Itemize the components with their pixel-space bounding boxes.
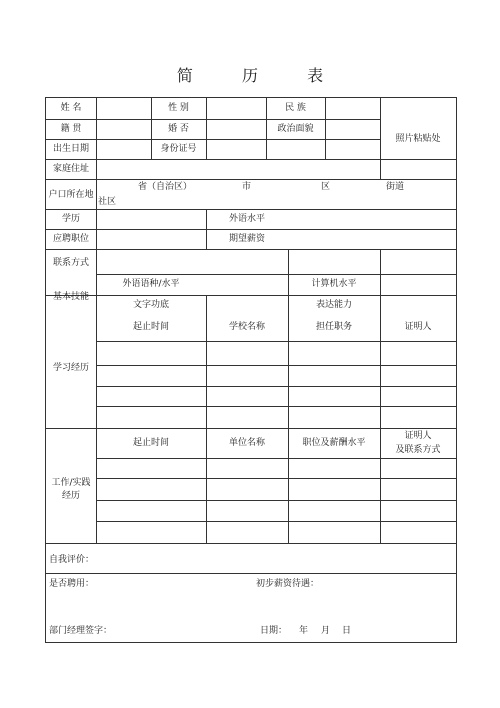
resume-form: [45, 97, 457, 643]
work-header-reference-line2: 及联系方式: [395, 445, 441, 455]
label-expected-salary: 期望薪资: [228, 234, 265, 244]
work-header-reference: 证明人: [404, 431, 432, 441]
label-marital-status: 婚 否: [168, 124, 189, 134]
label-work-history: 工作/实践: [51, 478, 91, 488]
work-header-position-salary: 职位及薪酬水平: [302, 438, 366, 448]
study-header-period: 起止时间: [132, 322, 169, 332]
hukou-community: 社区: [98, 197, 117, 207]
label-name: 姓 名: [60, 103, 82, 113]
label-home-address: 家庭住址: [52, 164, 89, 174]
label-gender: 性 别: [168, 103, 189, 113]
date-year: 年: [299, 626, 309, 636]
label-computer-level: 计算机水平: [311, 279, 357, 289]
label-initial-salary: 初步薪资待遇：: [256, 579, 320, 589]
label-writing-skill: 文字功底: [132, 300, 169, 310]
label-education: 学历: [61, 214, 80, 224]
label-hukou: 户口所在地: [48, 190, 94, 200]
hukou-province: 省（自治区）: [138, 182, 193, 192]
study-header-school: 学校名称: [228, 322, 265, 332]
study-header-reference: 证明人: [404, 322, 432, 332]
label-manager-signature: 部门经理签字：: [49, 626, 113, 636]
page-title: 简 历 表: [176, 66, 346, 85]
label-id-number: 身份证号: [160, 144, 197, 154]
hukou-street: 街道: [386, 182, 405, 192]
label-position-applied: 应聘职位: [52, 234, 89, 244]
study-header-role: 担任职务: [315, 322, 352, 332]
work-header-company: 单位名称: [228, 438, 265, 448]
label-hire-decision: 是否聘用：: [49, 579, 95, 589]
label-date: 日期：: [260, 626, 288, 636]
label-skills: 基本技能: [52, 292, 89, 302]
work-header-period: 起止时间: [132, 438, 169, 448]
hukou-district: 区: [321, 182, 331, 192]
label-birth-date: 出生日期: [52, 144, 89, 154]
label-native-place: 籍 贯: [60, 124, 82, 134]
label-ethnicity: 民 族: [285, 103, 306, 113]
date-month: 月: [321, 626, 331, 636]
label-work-history-line2: 经历: [61, 491, 80, 501]
label-contact: 联系方式: [52, 258, 89, 268]
label-expression-skill: 表达能力: [315, 300, 352, 310]
label-language-level: 外语语种/水平: [122, 279, 180, 289]
label-political-status: 政治面貌: [277, 124, 314, 134]
hukou-city: 市: [242, 182, 252, 192]
photo-placeholder: 照片粘贴处: [395, 134, 441, 144]
label-study-history: 学习经历: [52, 363, 89, 373]
label-self-evaluation: 自我评价：: [49, 555, 95, 565]
date-day: 日: [342, 626, 352, 636]
label-foreign-language: 外语水平: [228, 214, 265, 224]
